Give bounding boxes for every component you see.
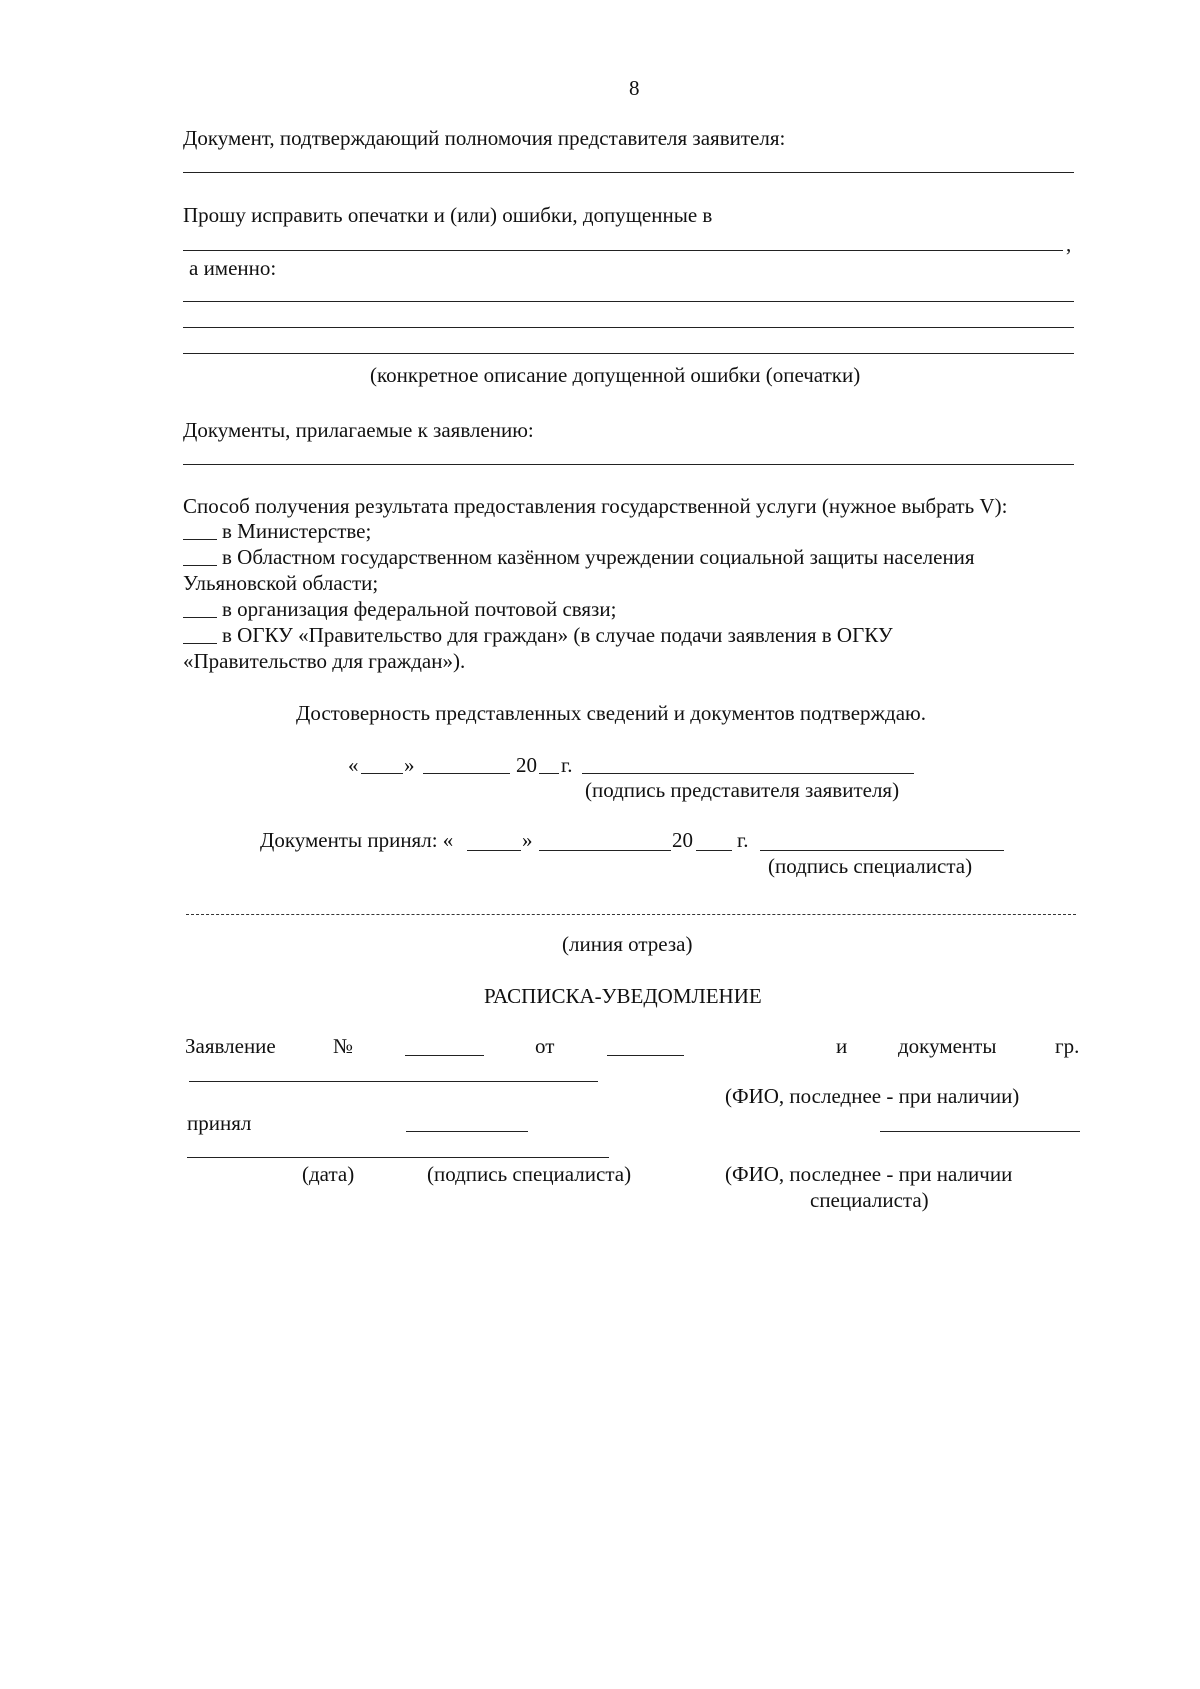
representative-doc-field[interactable] xyxy=(183,172,1074,173)
rep-year-prefix: 20 xyxy=(516,753,537,777)
option-ministry-label: в Министерстве; xyxy=(222,519,372,543)
option-post-checkbox[interactable] xyxy=(183,617,217,618)
accepted-close-quote: » xyxy=(522,828,533,852)
attached-docs-field[interactable] xyxy=(183,464,1074,465)
specialist-signature-caption: (подпись специалиста) xyxy=(768,854,973,878)
cut-line-caption: (линия отреза) xyxy=(562,932,693,956)
rep-day-field[interactable] xyxy=(361,773,403,774)
receipt-from-label: от xyxy=(535,1034,555,1058)
option-ogku-label-2: «Правительство для граждан»). xyxy=(183,649,466,673)
receipt-date-field[interactable] xyxy=(607,1055,684,1056)
accepted-label: Документы принял: « xyxy=(260,828,454,852)
namely-label: а именно: xyxy=(189,256,277,280)
receipt-accepted-signature-field[interactable] xyxy=(406,1131,528,1132)
accepted-year-suffix: г. xyxy=(737,828,749,852)
receipt-date-signature-field[interactable] xyxy=(187,1157,609,1158)
rep-month-field[interactable] xyxy=(423,773,510,774)
correction-request-label: Прошу исправить опечатки и (или) ошибки, допущенные в xyxy=(183,203,713,227)
rep-year-field[interactable] xyxy=(539,773,559,774)
receipt-citizen-fio-field[interactable] xyxy=(189,1081,598,1082)
error-description-field-1[interactable] xyxy=(183,301,1074,302)
receipt-fio-caption: (ФИО, последнее - при наличии) xyxy=(725,1084,1020,1108)
receipt-citizen-abbr: гр. xyxy=(1055,1034,1080,1058)
accepted-day-field[interactable] xyxy=(467,850,521,851)
option-regional-checkbox[interactable] xyxy=(183,565,217,566)
accepted-year-field[interactable] xyxy=(696,850,732,851)
rep-year-suffix: г. xyxy=(561,753,573,777)
rep-date-close-quote: » xyxy=(404,753,415,777)
receipt-specialist-fio-caption-1: (ФИО, последнее - при наличии xyxy=(725,1162,1013,1186)
option-ogku-checkbox[interactable] xyxy=(183,643,217,644)
option-regional-label-1: в Областном государственном казённом учреждении социальной защиты населения xyxy=(222,545,975,569)
receipt-signature-caption: (подпись специалиста) xyxy=(427,1162,632,1186)
receipt-application-label: Заявление xyxy=(185,1034,276,1058)
option-ministry-checkbox[interactable] xyxy=(183,539,217,540)
error-description-field-3[interactable] xyxy=(183,353,1074,354)
comma: , xyxy=(1066,232,1072,256)
receipt-specialist-fio-field[interactable] xyxy=(880,1131,1080,1132)
option-ogku-label-1: в ОГКУ «Правительство для граждан» (в случае подачи заявления в ОГКУ xyxy=(222,623,893,647)
option-regional-label-2: Ульяновской области; xyxy=(183,571,379,595)
representative-doc-label: Документ, подтверждающий полномочия представителя заявителя: xyxy=(183,126,786,150)
receipt-accepted-label: принял xyxy=(187,1111,252,1135)
error-description-caption: (конкретное описание допущенной ошибки (опечатки) xyxy=(370,363,861,387)
specialist-signature-field[interactable] xyxy=(760,850,1004,851)
rep-signature-field[interactable] xyxy=(582,773,914,774)
attached-docs-label: Документы, прилагаемые к заявлению: xyxy=(183,418,534,442)
cut-line xyxy=(186,914,1076,915)
rep-date-open-quote: « xyxy=(348,753,359,777)
receipt-date-caption: (дата) xyxy=(302,1162,355,1186)
receipt-specialist-fio-caption-2: специалиста) xyxy=(810,1188,929,1212)
result-method-label: Способ получения результата предоставления государственной услуги (нужное выбрать V): xyxy=(183,494,1008,518)
accepted-month-field[interactable] xyxy=(539,850,671,851)
rep-signature-caption: (подпись представителя заявителя) xyxy=(585,778,900,802)
receipt-number-field[interactable] xyxy=(405,1055,484,1056)
receipt-title: РАСПИСКА-УВЕДОМЛЕНИЕ xyxy=(484,984,762,1008)
receipt-documents-label: документы xyxy=(898,1034,997,1058)
accepted-year-prefix: 20 xyxy=(672,828,693,852)
correction-document-field[interactable] xyxy=(183,250,1063,251)
option-post-label: в организация федеральной почтовой связи; xyxy=(222,597,617,621)
confirm-text: Достоверность представленных сведений и документов подтверждаю. xyxy=(296,701,926,725)
page-number: 8 xyxy=(629,76,640,100)
receipt-number-sign: № xyxy=(333,1034,354,1058)
error-description-field-2[interactable] xyxy=(183,327,1074,328)
receipt-and-label: и xyxy=(836,1034,848,1058)
